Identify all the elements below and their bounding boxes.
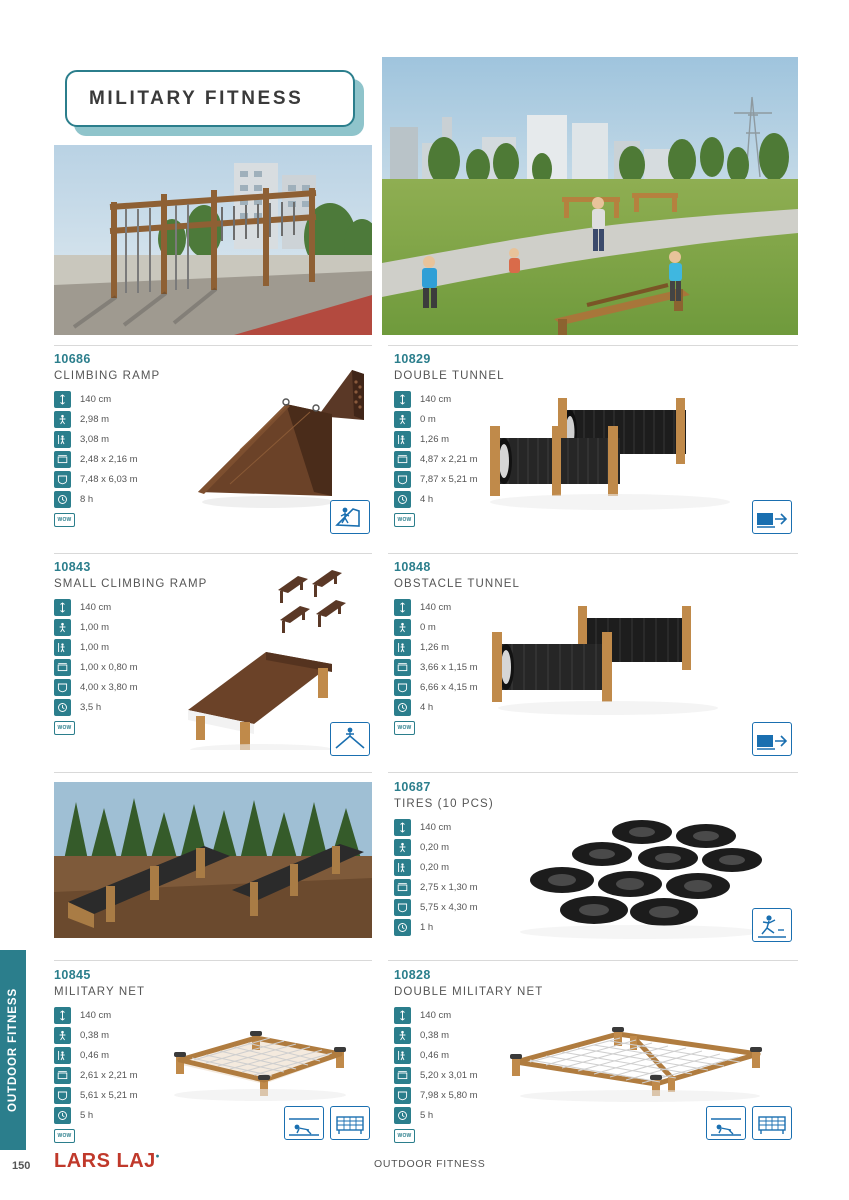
spec-value: 1,00 x 0,80 m	[80, 661, 138, 673]
product-render-10828	[500, 1000, 780, 1115]
height-icon	[394, 599, 411, 616]
user-height-icon	[394, 859, 411, 876]
divider	[388, 960, 798, 961]
spec-value: 3,66 x 1,15 m	[420, 661, 478, 673]
spec-value: 6,66 x 4,15 m	[420, 681, 478, 693]
user-height-icon	[54, 431, 71, 448]
spec-value: 2,48 x 2,16 m	[80, 453, 138, 465]
spec-value: 0 m	[420, 413, 436, 425]
product-code: 10845	[54, 968, 91, 982]
page-title: MILITARY FITNESS	[89, 87, 304, 109]
spec-value: 140 cm	[420, 821, 452, 833]
spec-value: 140 cm	[420, 601, 452, 613]
brand-logo-text: LARS LAJ	[54, 1150, 156, 1172]
safety-zone-icon	[394, 899, 411, 916]
product-code: 10687	[394, 780, 431, 794]
spec-value: 7,48 x 6,03 m	[80, 473, 138, 485]
spec-value: 1,00 m	[80, 621, 110, 633]
spec-value: 0,38 m	[420, 1029, 450, 1041]
divider	[388, 553, 798, 554]
fall-height-icon	[54, 411, 71, 428]
install-time-icon	[394, 491, 411, 508]
spec-value: 3,08 m	[80, 433, 110, 445]
tire-run-picto	[752, 908, 792, 942]
product-name: TIRES (10 PCS)	[394, 798, 494, 810]
spec-value: 7,87 x 5,21 m	[420, 473, 478, 485]
wow-badge-icon: WOW	[394, 1129, 415, 1143]
user-height-icon	[394, 1047, 411, 1064]
product-render-10845	[160, 1000, 360, 1115]
climb-ramp-picto	[330, 500, 370, 534]
spec-value: 4,00 x 3,80 m	[80, 681, 138, 693]
product-name: MILITARY NET	[54, 986, 146, 998]
dimensions-icon	[394, 1067, 411, 1084]
install-time-icon	[54, 1107, 71, 1124]
spec-value: 5,20 x 3,01 m	[420, 1069, 478, 1081]
product-code: 10828	[394, 968, 431, 982]
spec-value: 3,5 h	[80, 701, 102, 713]
wow-badge-icon: WOW	[394, 721, 415, 735]
safety-zone-icon	[394, 679, 411, 696]
height-icon	[54, 599, 71, 616]
user-height-icon	[394, 431, 411, 448]
wow-badge-icon: WOW	[54, 1129, 75, 1143]
product-render-10687	[510, 812, 780, 947]
brand-logo-mark: •	[155, 1151, 160, 1163]
spec-value: 2,75 x 1,30 m	[420, 881, 478, 893]
hero-photo-outdoor-fitness-park	[382, 57, 798, 335]
spec-value: 8 h	[80, 493, 94, 505]
spec-value: 1,00 m	[80, 641, 110, 653]
install-time-icon	[394, 1107, 411, 1124]
install-time-icon	[54, 699, 71, 716]
footer-section-label: OUTDOOR FITNESS	[374, 1158, 486, 1170]
user-height-icon	[394, 639, 411, 656]
dimensions-icon	[54, 659, 71, 676]
spec-value: 0,38 m	[80, 1029, 110, 1041]
product-name: CLIMBING RAMP	[54, 370, 161, 382]
climbing-ramps-forest-photo	[54, 782, 372, 938]
spec-value: 140 cm	[80, 393, 112, 405]
spec-value: 0,20 m	[420, 841, 450, 853]
product-code: 10843	[54, 560, 91, 574]
spec-value: 140 cm	[420, 393, 452, 405]
product-name: SMALL CLIMBING RAMP	[54, 578, 208, 590]
safety-zone-icon	[54, 1087, 71, 1104]
spec-value: 1 h	[420, 921, 434, 933]
safety-zone-icon	[54, 679, 71, 696]
product-code: 10829	[394, 352, 431, 366]
fall-height-icon	[394, 411, 411, 428]
climb-ramp-small-picto	[330, 722, 370, 756]
spec-value: 5 h	[420, 1109, 434, 1121]
install-time-icon	[394, 919, 411, 936]
fall-height-icon	[394, 619, 411, 636]
spec-value: 0,46 m	[80, 1049, 110, 1061]
divider	[54, 553, 372, 554]
spec-value: 0,20 m	[420, 861, 450, 873]
height-icon	[394, 819, 411, 836]
product-code: 10686	[54, 352, 91, 366]
dimensions-icon	[394, 659, 411, 676]
net-picto	[752, 1106, 792, 1140]
section-side-tab	[0, 950, 26, 1150]
height-icon	[394, 391, 411, 408]
spec-value: 0,46 m	[420, 1049, 450, 1061]
product-render-10829	[470, 390, 770, 525]
crawl-under-picto	[284, 1106, 324, 1140]
spec-value: 7,98 x 5,80 m	[420, 1089, 478, 1101]
divider	[388, 772, 798, 773]
dimensions-icon	[394, 451, 411, 468]
spec-value: 140 cm	[80, 601, 112, 613]
fall-height-icon	[54, 1027, 71, 1044]
section-side-tab-label: OUTDOOR FITNESS	[7, 987, 19, 1113]
safety-zone-icon	[54, 471, 71, 488]
fall-height-icon	[54, 619, 71, 636]
tunnel-crawl-picto	[752, 500, 792, 534]
height-icon	[394, 1007, 411, 1024]
spec-value: 4,87 x 2,21 m	[420, 453, 478, 465]
climbing-frame-photo	[54, 145, 372, 335]
spec-value: 140 cm	[80, 1009, 112, 1021]
divider	[54, 772, 372, 773]
tunnel-crawl-picto	[752, 722, 792, 756]
fall-height-icon	[394, 839, 411, 856]
spec-value: 140 cm	[420, 1009, 452, 1021]
height-icon	[54, 1007, 71, 1024]
spec-value: 4 h	[420, 701, 434, 713]
product-render-10848	[468, 598, 768, 733]
spec-value: 0 m	[420, 621, 436, 633]
user-height-icon	[54, 639, 71, 656]
user-height-icon	[54, 1047, 71, 1064]
safety-zone-icon	[394, 1087, 411, 1104]
brand-logo	[54, 1150, 160, 1173]
wow-badge-icon: WOW	[54, 513, 75, 527]
wow-badge-icon: WOW	[394, 513, 415, 527]
spec-value: 1,26 m	[420, 433, 450, 445]
divider	[388, 345, 798, 346]
divider	[54, 345, 372, 346]
page-number: 150	[12, 1160, 31, 1172]
product-name: DOUBLE TUNNEL	[394, 370, 505, 382]
net-picto	[330, 1106, 370, 1140]
product-name: OBSTACLE TUNNEL	[394, 578, 520, 590]
height-icon	[54, 391, 71, 408]
divider	[54, 960, 372, 961]
dimensions-icon	[54, 451, 71, 468]
install-time-icon	[54, 491, 71, 508]
spec-value: 5 h	[80, 1109, 94, 1121]
product-render-10686	[190, 360, 370, 515]
product-code: 10848	[394, 560, 431, 574]
wow-badge-icon: WOW	[54, 721, 75, 735]
dimensions-icon	[394, 879, 411, 896]
spec-value: 4 h	[420, 493, 434, 505]
safety-zone-icon	[394, 471, 411, 488]
spec-value: 2,61 x 2,21 m	[80, 1069, 138, 1081]
spec-value: 5,75 x 4,30 m	[420, 901, 478, 913]
fall-height-icon	[394, 1027, 411, 1044]
product-name: DOUBLE MILITARY NET	[394, 986, 544, 998]
page-title-banner	[65, 70, 355, 127]
dimensions-icon	[54, 1067, 71, 1084]
crawl-under-picto	[706, 1106, 746, 1140]
spec-value: 2,98 m	[80, 413, 110, 425]
spec-value: 1,26 m	[420, 641, 450, 653]
spec-value: 5,61 x 5,21 m	[80, 1089, 138, 1101]
install-time-icon	[394, 699, 411, 716]
